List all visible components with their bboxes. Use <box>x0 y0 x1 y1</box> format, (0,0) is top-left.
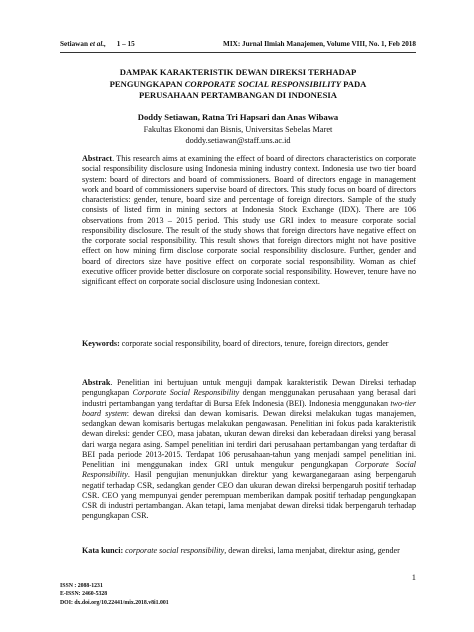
abstract-id-text-2: dengan menggunakan perusahaan yang berasal dari industri pertambangan yang terdaftar di Bursa Efek Indonesia (BEI). Indonesia menggunakan <box>82 388 416 408</box>
keywords-en-text: corporate social responsibility, board of directors, tenure, foreign directors, gender <box>119 339 389 348</box>
header-pages: 1 – 15 <box>116 40 135 48</box>
title-line-2-post: PADA <box>340 78 367 89</box>
author-email: doddy.setiawan@staff.uns.ac.id <box>185 136 291 145</box>
title-line-3: PERUSAHAAN PERTAMBANGAN DI INDONESIA <box>139 90 337 100</box>
doi: DOI: dx.doi.org/10.22441/mix.2018.v8i1.001 <box>60 599 169 606</box>
keywords-english <box>82 339 416 349</box>
affiliation: Fakultas Ekonomi dan Bisnis, Universitas Sebelas Maret <box>143 125 333 134</box>
keywords-id-label: Kata kunci: <box>82 546 124 555</box>
abstract-en-label: Abstract <box>82 154 113 163</box>
paper-title <box>60 67 416 102</box>
header-et-al: et al., <box>89 40 106 48</box>
keywords-en-label: Keywords: <box>82 339 120 348</box>
e-issn: E-ISSN: 2460-5328 <box>60 591 108 598</box>
title-line-1: DAMPAK KARAKTERISTIK DEWAN DIREKSI TERHADAP <box>119 67 357 77</box>
abstract-id-italic-2: two-tier board system <box>82 398 416 418</box>
header-journal: MIX: Jurnal Ilmiah Manajemen, Volume VIII, No. 1, Feb 2018 <box>223 40 416 48</box>
abstract-id-text-4: . Hasil pengujian menunjukkan direktur yang kewarganegaraan asing berpengaruh negatif terhadap CSR, sedangkan gender CEO dan ukuran dewan direksi berpengaruh positif terhadap CSR. CEO yang mempunyai gender perempuan memberikan dampak positif terhadap pengungkapan CSR di industri pertambangan. Akan tetapi, lama menjabat dewan direksi tidak berpengaruh terhadap pengungkapan CSR. <box>82 470 416 521</box>
abstract-id-italic-3: Corporate Social Responsibility <box>82 460 416 480</box>
footer-identifiers <box>60 582 280 607</box>
keywords-indonesian <box>82 546 416 556</box>
abstract-id-text-3: : dewan direksi dan dewan komisaris. Dewan direksi melakukan tugas manajemen, sedangkan dewan komisaris bertugas melakukan pengawasan. Penelitian ini fokus pada karakteristik dewan direksi: gender CEO, masa jabatan, ukuran dewan direksi dan keberadaan direksi yang berasal dari warga negara asing. Sampel penelitian ini terdiri dari perusahaan pertambangan yang terdaftar di BEI pada periode 2013-2015. Terdapat 106 perusahaan-tahun yang menjadi sampel penelitian ini. Penelitian ini menggunakan index GRI untuk mengukur pengungkapan <box>82 408 416 469</box>
issn: ISSN : 2088-1231 <box>60 583 103 589</box>
title-line-2-pre: PENGUNGKAPAN <box>109 78 185 89</box>
abstract-id-label: Abstrak <box>82 378 111 387</box>
title-line-2-italic: CORPORATE SOCIAL RESPONSIBILITY <box>184 78 341 89</box>
keywords-id-text: , dewan direksi, lama menjabat, direktur asing, gender <box>224 546 400 555</box>
title-line-2 <box>60 79 416 91</box>
page-number: 1 <box>411 572 416 582</box>
header-author: Setiawan <box>60 40 88 48</box>
abstract-indonesian <box>82 378 416 522</box>
keywords-id-italic: corporate social responsibility <box>123 546 225 555</box>
abstract-id-text-1: . Penelitian ini bertujuan untuk menguji dampak karakteristik Dewan Direksi terhadap pengungkapan <box>82 378 416 398</box>
abstract-english <box>82 154 416 287</box>
header-rule <box>60 52 416 53</box>
abstract-id-italic-1: Corporate Social Responsibility <box>132 388 240 398</box>
authors: Doddy Setiawan, Ratna Tri Hapsari dan Anas Wibawa <box>137 112 339 122</box>
abstract-en-text: . This research aims at examining the effect of board of directors characteristics on corporate social responsibility disclosure using Indonesia mining industry context. Indonesia use two tier board system: board of directors and board of commissioners. Board of directors engage in management work and board of commissioners supervise board of directors. This study focus on board of directors characteristics: gender, tenure, board size and percentage of foreign directors. Sample of the study consists of listed firm in mining sectors at Indonesia Stock Exchange (IDX). There are 106 observations from 2013 – 2015 period. This study use GRI index to measure corporate social responsibility disclosure. The result of the study shows that foreign directors have negative effect on the corporate social responsibility. This result shows that foreign directors might not have positive effect on how mining firm disclose corporate social responsibility disclosure. Further, gender and board of directors size have positive effect on corporate social responsibility. Woman as chief executive officer provide better disclosure on corporate social responsibility. However, tenure have no significant effect on corporate social disclosure using Indonesian context. <box>82 154 416 286</box>
header-left <box>60 40 135 48</box>
